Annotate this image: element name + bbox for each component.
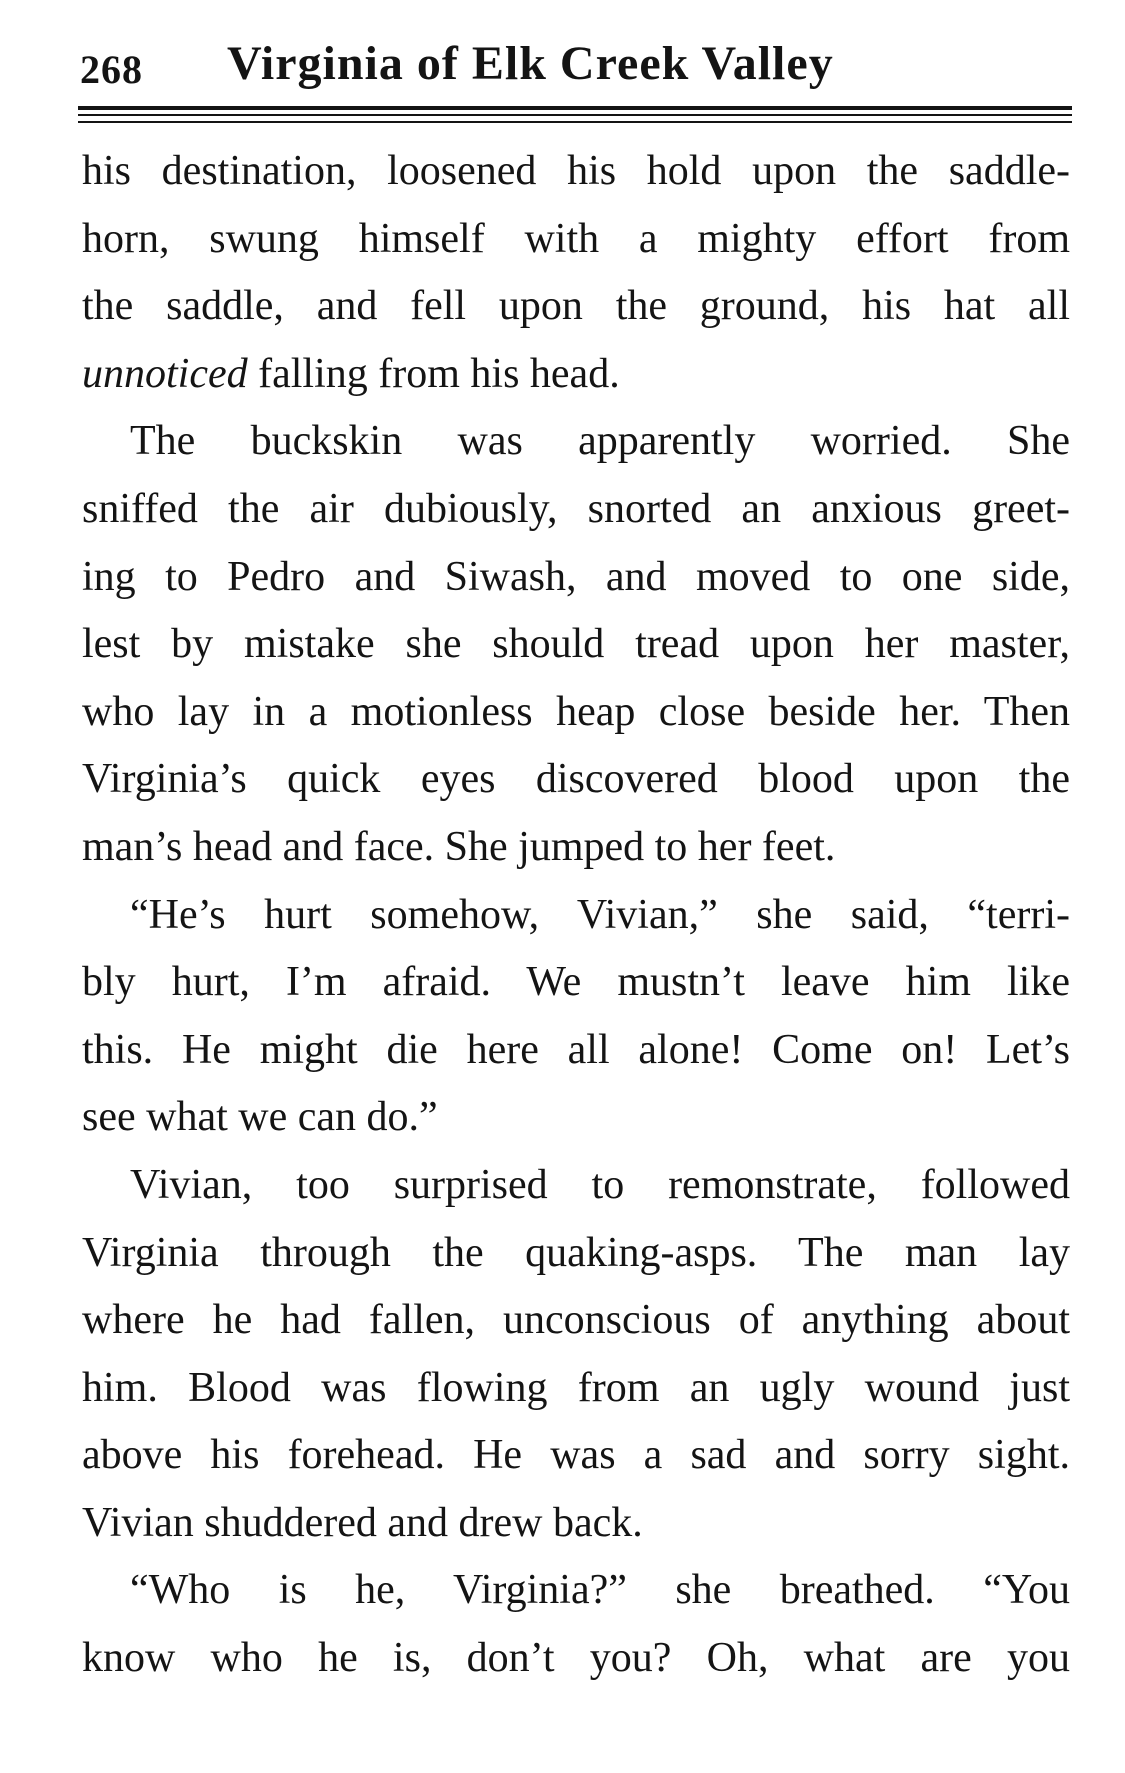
italic-word: unnoticed — [82, 350, 248, 397]
header-rule-thin-lower — [78, 121, 1072, 123]
header-rule-thin — [78, 114, 1072, 116]
text-line: “Who is he, Virginia?” she breathed. “You — [130, 1567, 1070, 1614]
text-line: sniffed the air dubiously, snorted an anxious greet- — [82, 485, 1070, 532]
running-title: Virginia of Elk Creek Valley — [227, 37, 834, 90]
text-line: “He’s hurt somehow, Vivian,” she said, “terri- — [130, 891, 1070, 938]
text-line: above his forehead. He was a sad and sorry sight. — [82, 1432, 1070, 1479]
page-number: 268 — [80, 47, 143, 92]
body-text — [82, 138, 1070, 1693]
page-header — [80, 38, 1070, 98]
text-line: this. He might die here all alone! Come on! Let’s — [82, 1026, 1070, 1073]
text-line: man’s head and face. She jumped to her feet. — [82, 823, 836, 870]
text-line: his destination, loosened his hold upon the saddle- — [82, 148, 1070, 194]
text-line: The buckskin was apparently worried. She — [130, 418, 1070, 465]
text-line: Virginia’s quick eyes discovered blood upon the — [82, 756, 1070, 803]
text-line: ing to Pedro and Siwash, and moved to one side, — [82, 553, 1070, 600]
text-line: him. Blood was flowing from an ugly wound just — [82, 1364, 1070, 1411]
text-line: where he had fallen, unconscious of anything about — [82, 1297, 1070, 1344]
text-line: see what we can do.” — [82, 1094, 438, 1141]
text-line: bly hurt, I’m afraid. We mustn’t leave him like — [82, 959, 1070, 1006]
header-rule-thick — [78, 106, 1072, 110]
text-line: know who he is, don’t you? Oh, what are you — [82, 1635, 1070, 1682]
text-line: Vivian shuddered and drew back. — [82, 1499, 643, 1546]
text-line: lest by mistake she should tread upon her master, — [82, 621, 1070, 668]
text-line: the saddle, and fell upon the ground, his hat all — [82, 283, 1070, 330]
text-line: Vivian, too surprised to remonstrate, followed — [130, 1161, 1070, 1208]
text-line: unnoticed falling from his head. — [82, 350, 620, 397]
text-line: horn, swung himself with a mighty effort from — [82, 215, 1070, 262]
text-line: who lay in a motionless heap close beside her. Then — [82, 688, 1070, 735]
text-line: Virginia through the quaking-asps. The man lay — [82, 1229, 1070, 1276]
